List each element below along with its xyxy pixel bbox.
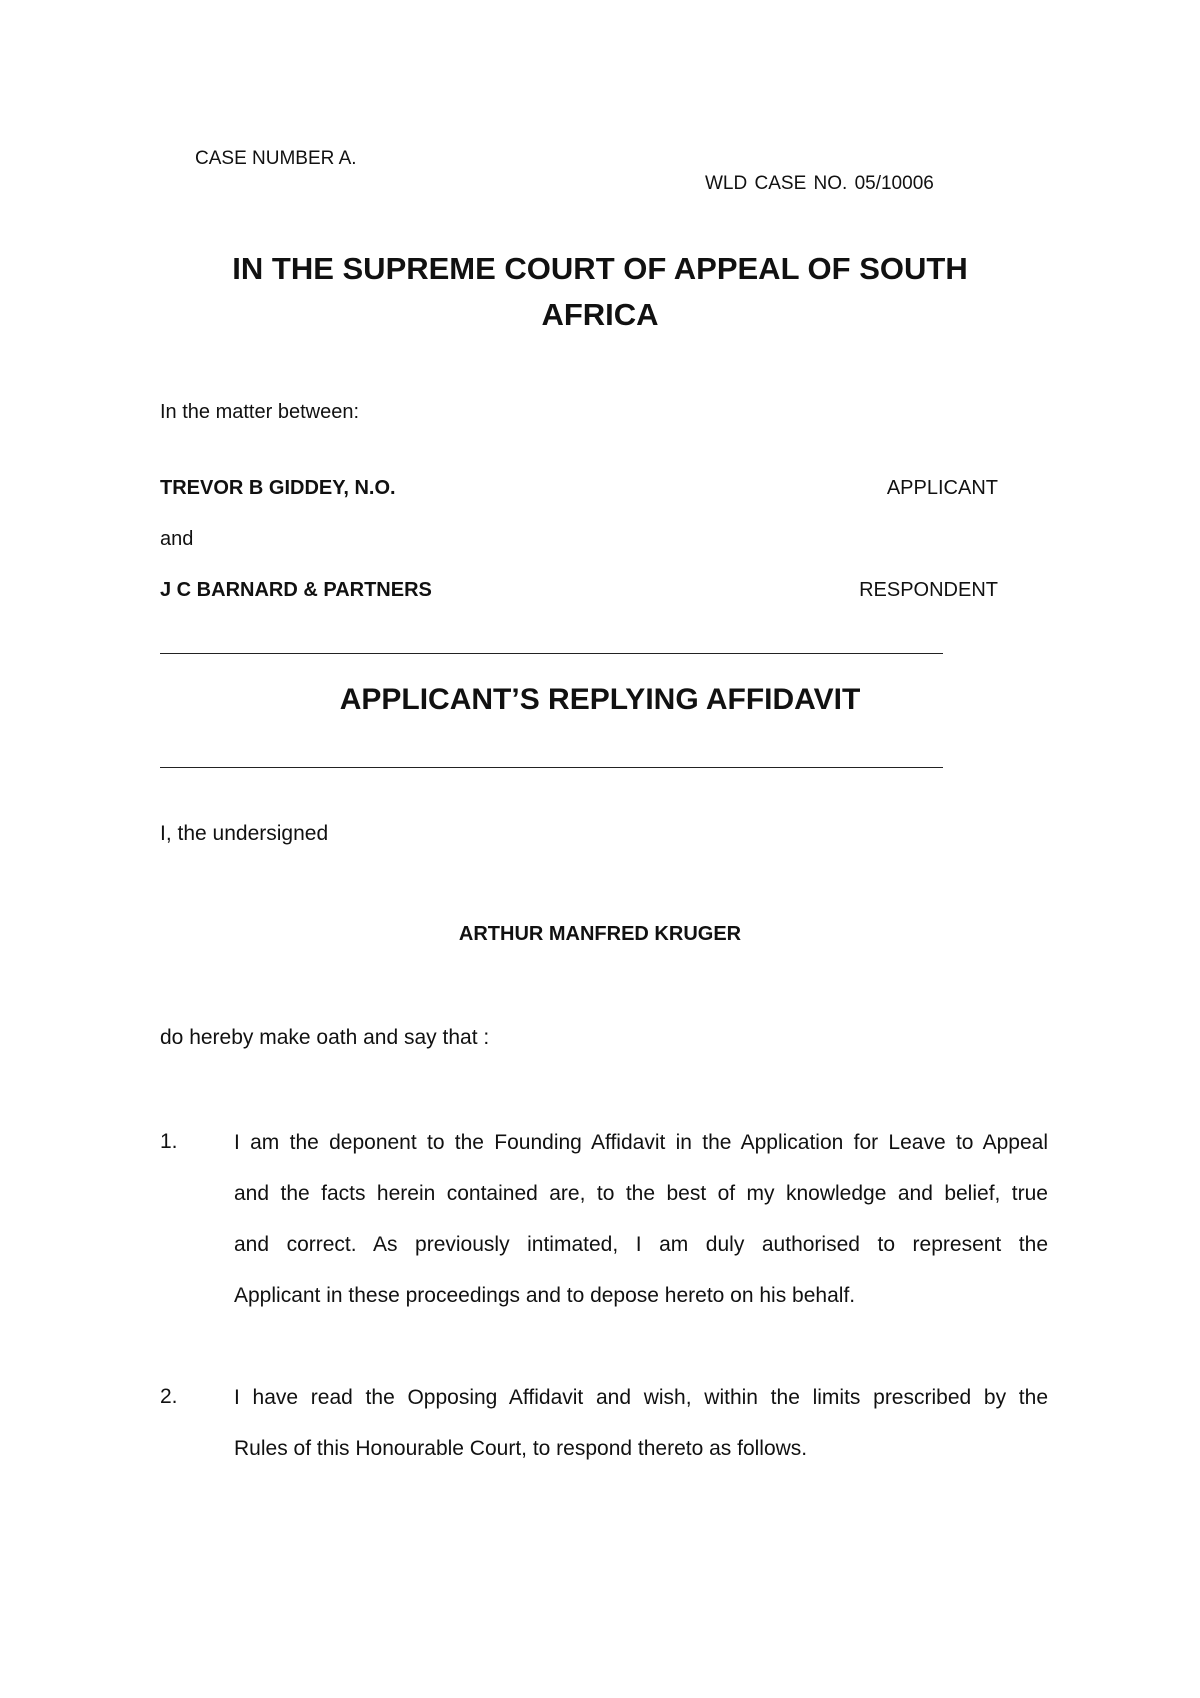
wld-case-number: WLD CASE NO. 05/10006 [705, 173, 934, 194]
respondent-role: RESPONDENT [859, 579, 998, 601]
court-title-line-2: AFRICA [541, 297, 659, 332]
paragraph-1-body [234, 1117, 1048, 1321]
paragraph-1-line-4: Applicant in these proceedings and to depose hereto on his behalf. [234, 1284, 856, 1307]
respondent-name: J C BARNARD & PARTNERS [160, 579, 432, 601]
affidavit-title: APPLICANT’S REPLYING AFFIDAVIT [339, 683, 861, 716]
paragraph-2-body [234, 1372, 1048, 1474]
paragraph-1-line-3: and correct. As previously intimated, I am duly authorised to represent the [234, 1233, 1048, 1256]
paragraph-2-line-1: I have read the Opposing Affidavit and wish, within the limits prescribed by the [234, 1386, 1048, 1409]
divider-top [160, 653, 943, 654]
court-title [160, 246, 1040, 338]
conjunction: and [160, 528, 194, 550]
court-title-line-1: IN THE SUPREME COURT OF APPEAL OF SOUTH [232, 251, 968, 286]
matter-intro: In the matter between: [160, 401, 360, 423]
paragraph-2-number: 2. [160, 1385, 178, 1408]
divider-bottom [160, 767, 943, 768]
paragraph-1-line-1: I am the deponent to the Founding Affidavit in the Application for Leave to Appeal [234, 1131, 1048, 1154]
paragraph-2-line-2: Rules of this Honourable Court, to respond thereto as follows. [234, 1437, 808, 1460]
deponent-name: ARTHUR MANFRED KRUGER [458, 923, 742, 945]
applicant-name: TREVOR B GIDDEY, N.O. [160, 477, 396, 499]
applicant-role: APPLICANT [886, 477, 998, 499]
paragraph-1-number: 1. [160, 1130, 178, 1153]
case-number: CASE NUMBER A. [195, 148, 357, 169]
paragraph-1-line-2: and the facts herein contained are, to the best of my knowledge and belief, true [234, 1182, 1048, 1205]
oath-line: do hereby make oath and say that : [160, 1026, 490, 1049]
undersigned-line: I, the undersigned [160, 822, 329, 845]
